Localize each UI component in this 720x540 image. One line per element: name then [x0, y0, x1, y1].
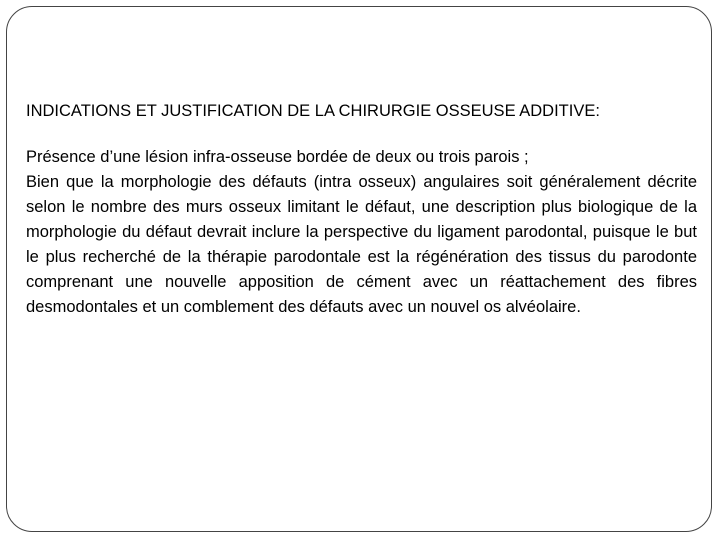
paragraph-justification: Bien que la morphologie des défauts (intra osseux) angulaires soit généralement décrite selon le nombre des murs osseux limitant le défaut, une description plus biologique de la morphologie du défaut devrait inclure la perspective du ligament parodontal, puisque le but le plus recherché de la thérapie parodontale est la régénération des tissus du parodonte comprenant une nouvelle apposition de cément avec un réattachement des fibres desmodontales et un comblement des défauts avec un nouvel os alvéolaire.: [26, 173, 697, 316]
paragraph-indication: Présence d’une lésion infra-osseuse bordée de deux ou trois parois ;: [26, 148, 529, 166]
slide-content: [26, 99, 697, 320]
slide-heading: INDICATIONS ET JUSTIFICATION DE LA CHIRURGIE OSSEUSE ADDITIVE:: [26, 102, 600, 120]
heading-spacer: [26, 123, 697, 145]
